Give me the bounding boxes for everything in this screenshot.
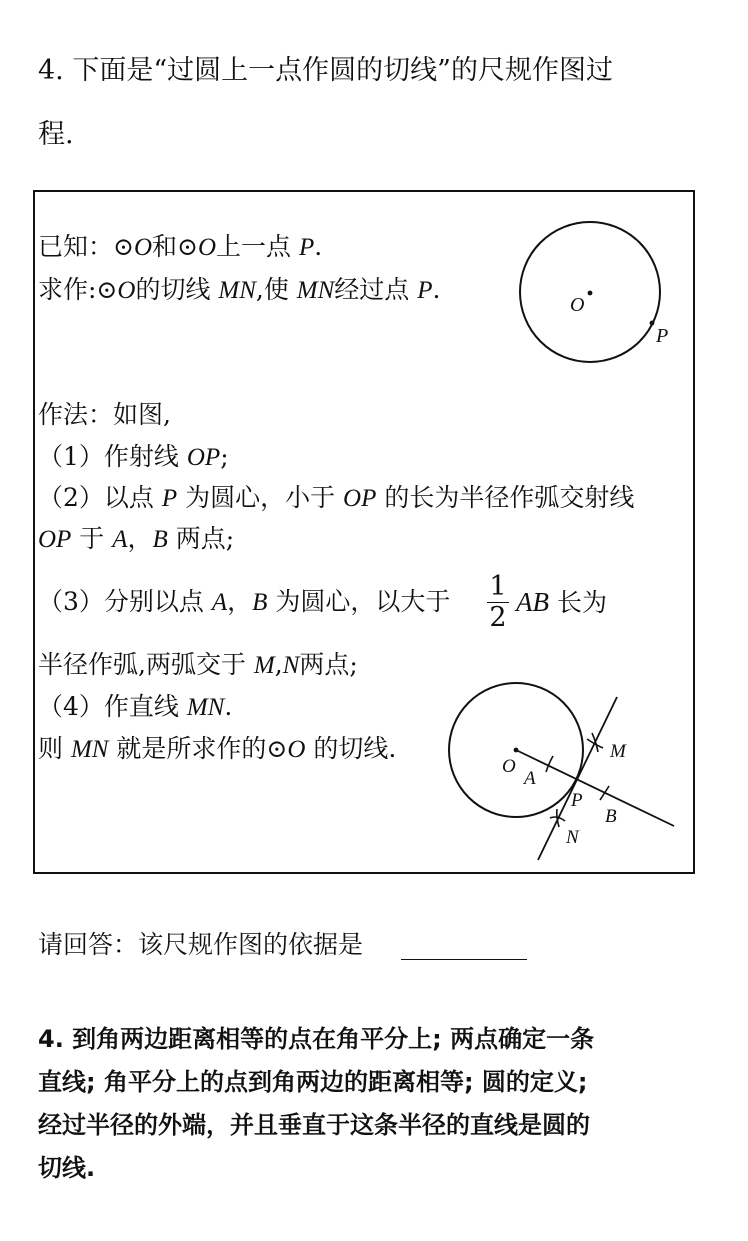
known-line: 已知：⊙O和⊙O上一点 P. [38,232,323,261]
label-o-construction: O [502,756,516,777]
label-m: M [610,741,626,762]
ray-op [516,750,674,826]
answer-line-1: 4. 到角两边距离相等的点在角平分上; 两点确定一条 [38,1025,595,1053]
label-p: P [656,325,669,347]
step-3-ab: AB 长为 [516,587,607,617]
answer-line-4: 切线. [38,1154,96,1182]
label-b: B [605,806,617,827]
label-o: O [570,294,585,316]
question-title: 4. 下面是“过圆上一点作圆的切线”的尺规作图过 [38,55,613,86]
step-3: （3）分别以点 A，B 为圆心，以大于 [38,587,451,616]
answer-line-2: 直线; 角平分上的点到角两边的距离相等; 圆的定义; [38,1068,588,1096]
question-title-continued: 程. [38,119,74,150]
step-4: （4）作直线 MN. [38,692,233,721]
fraction-numerator: 1 [489,571,507,602]
step-2-continued: OP 于 A，B 两点; [38,524,235,553]
step-3-continued: 半径作弧,两弧交于 M,N两点; [38,650,358,679]
label-a: A [524,768,536,789]
step-1: （1）作射线 OP; [38,442,229,471]
answer-line-3: 经过半径的外端，并且垂直于这条半径的直线是圆的 [38,1111,590,1139]
answer-blank[interactable] [401,959,527,960]
fraction-denominator: 2 [489,602,507,633]
answer-prompt: 请回答：该尺规作图的依据是 [38,930,364,959]
conclusion-line: 则 MN 就是所求作的⊙O 的切线. [38,734,397,763]
label-n: N [566,827,579,848]
arc-mark-b [600,786,609,800]
label-p-construction: P [571,790,583,811]
task-line: 求作:⊙O的切线 MN,使 MN经过点 P. [38,275,441,304]
step-2: （2）以点 P 为圆心，小于 OP 的长为半径作弧交射线 [38,483,635,512]
method-heading: 作法：如图, [38,400,171,429]
